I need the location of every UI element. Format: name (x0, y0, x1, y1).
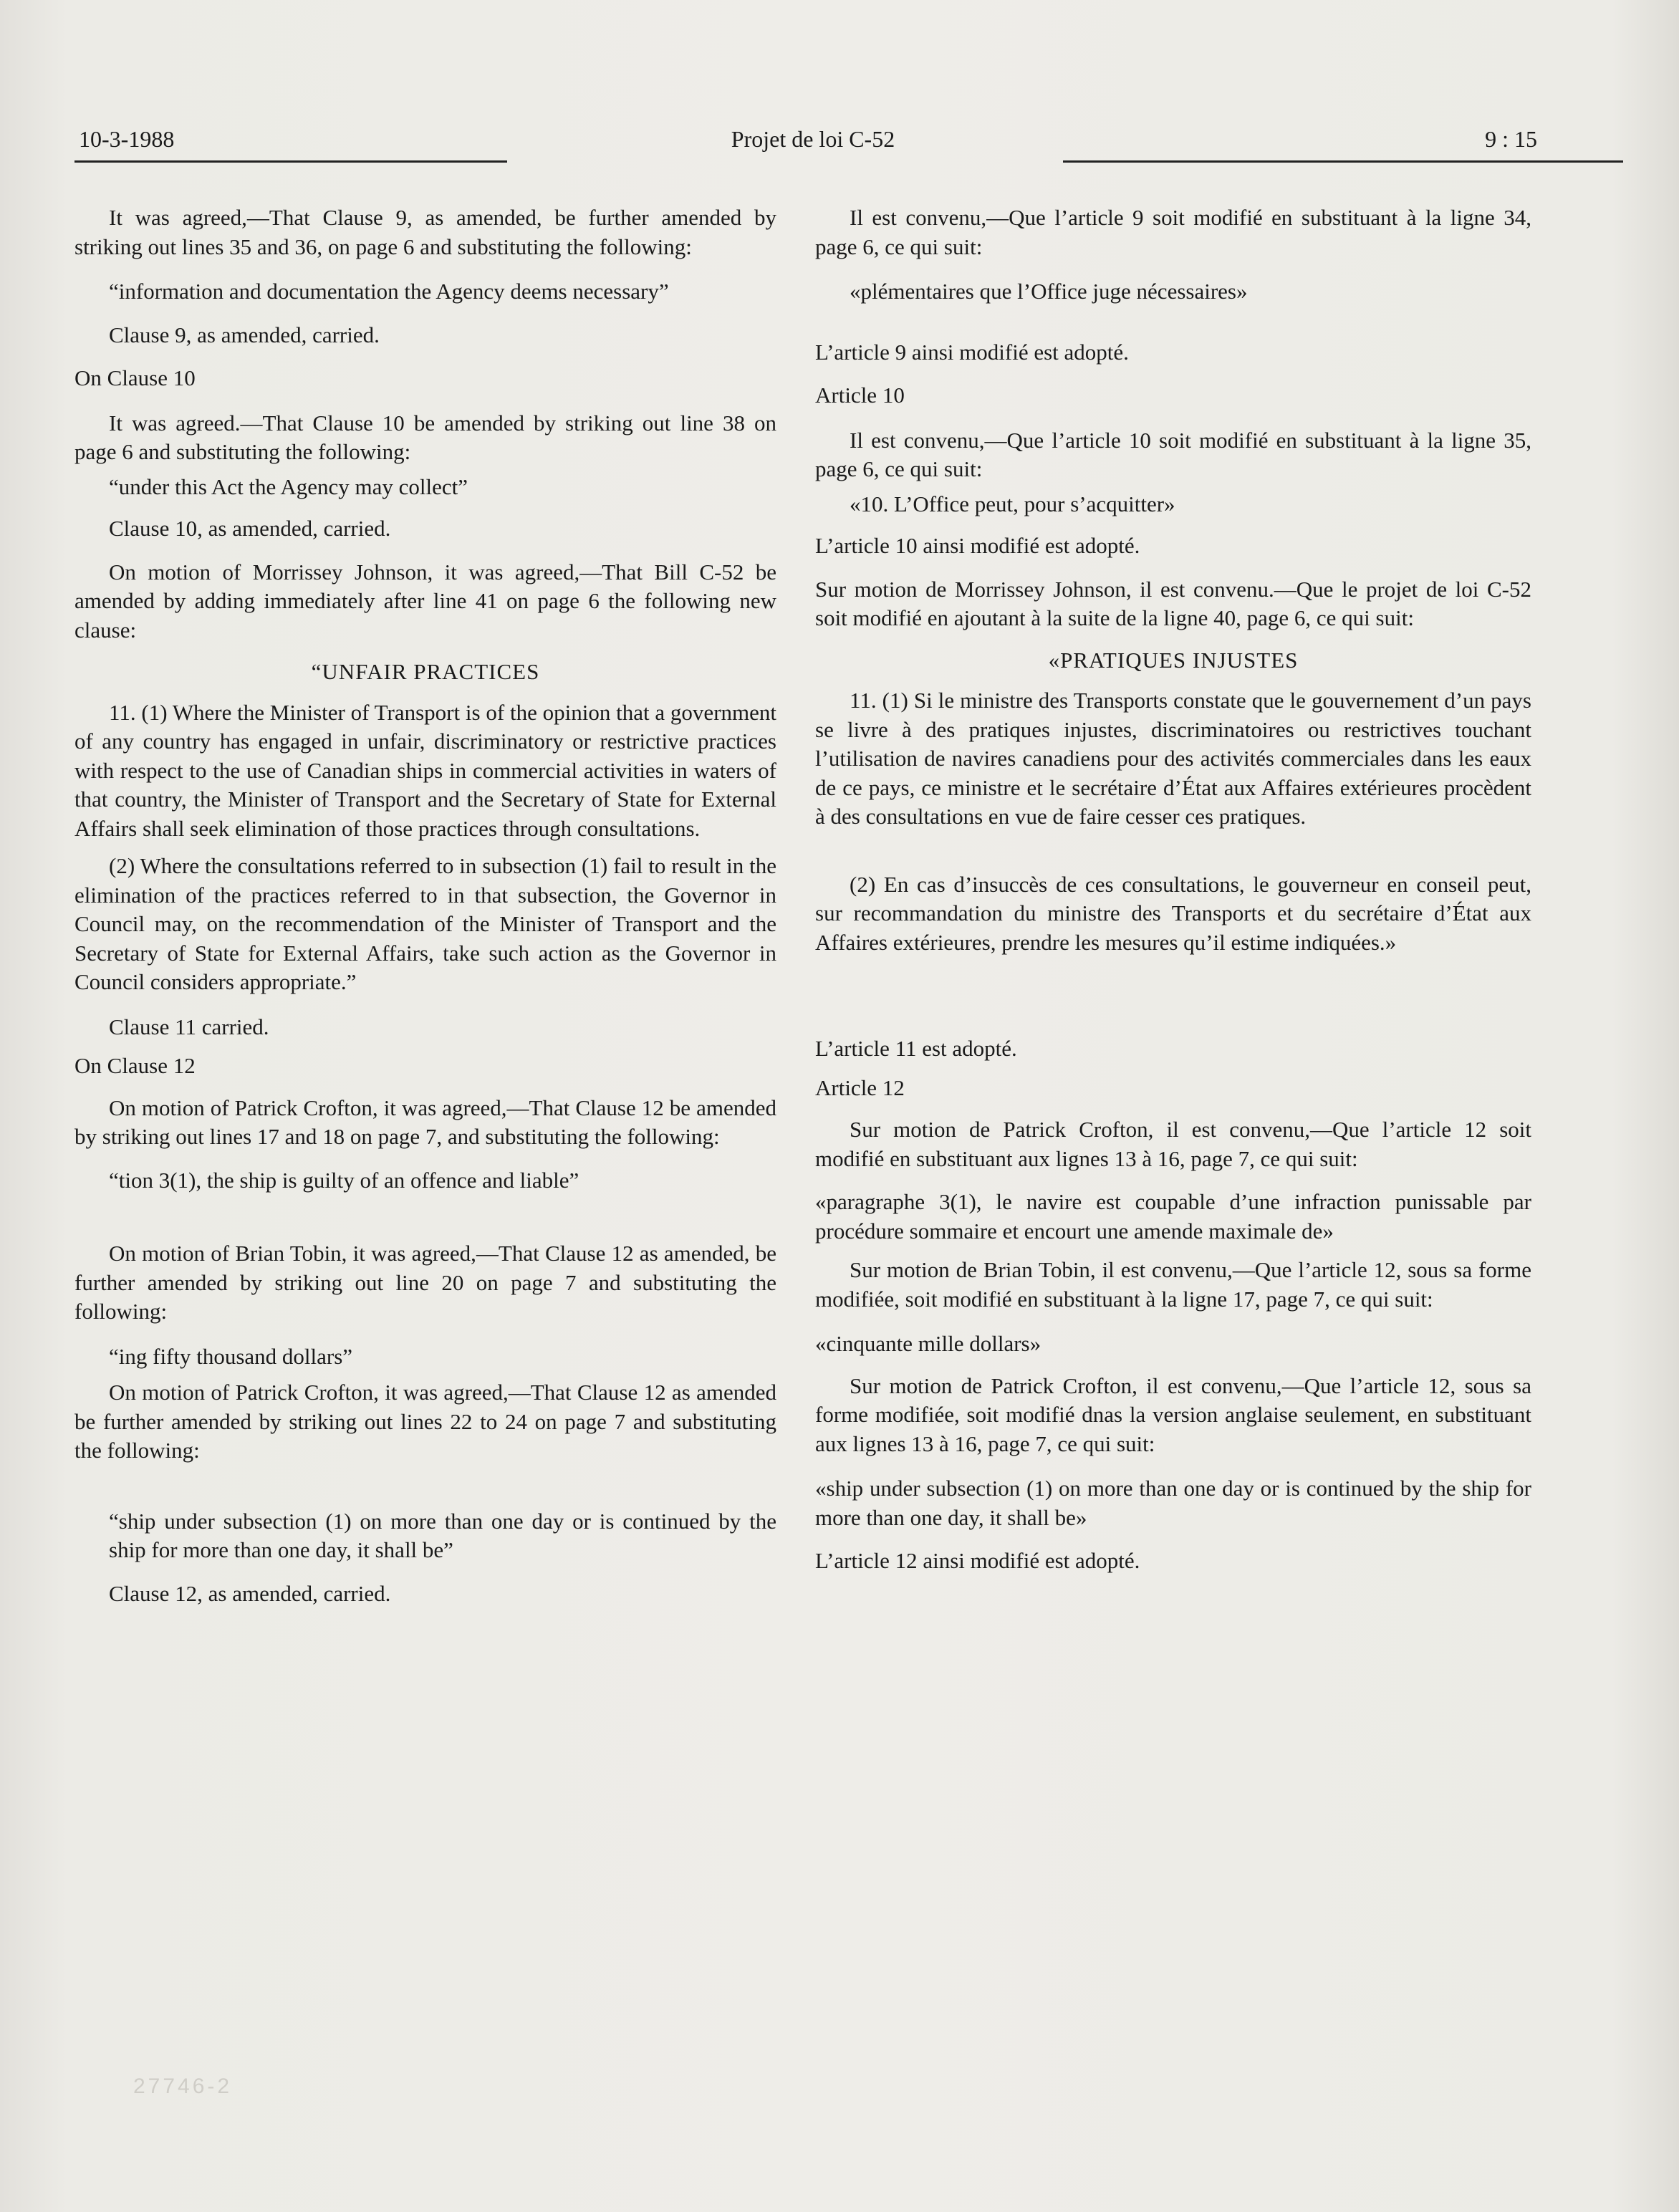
fr-article10-adopted: L’article 10 ainsi modifié est adopté. (815, 533, 1140, 558)
en-clause12-carried: Clause 12, as amended, carried. (109, 1580, 391, 1606)
fr-quote-article12-c: «ship under subsection (1) on more than one day or is continued by the ship for more than one day, it shall be» (815, 1476, 1531, 1530)
en-clause9-carried: Clause 9, as amended, carried. (109, 322, 380, 347)
fr-para-11-1: 11. (1) Si le ministre des Transports constate que le gouvernement d’un pays se livre à des pratiques injustes, discriminatoires ou restrictives touchant l’utilisation de navires canadiens pour des activités commerciales dans les eaux de ce pays, ce ministre et le secrétaire d’État aux Affaires extérieures procèdent à des consultations en vue de faire cesser ces pratiques. (815, 688, 1531, 829)
fr-quote-article10: «10. L’Office peut, pour s’acquitter» (850, 491, 1175, 516)
fr-heading-article12: Article 12 (815, 1074, 905, 1100)
en-para-clause10-amend: It was agreed.—That Clause 10 be amended by striking out line 38 on page 6 and substituting the following: (74, 410, 776, 464)
fr-para-crofton-motion-2: Sur motion de Patrick Crofton, il est convenu,—Que l’article 12, sous sa forme modifiée, soit modifié dnas la version anglaise seulement, en substituant aux lignes 13 à 16, page 7, ce qui suit: (815, 1372, 1531, 1456)
fr-quote-article12-b: «cinquante mille dollars» (815, 1331, 1041, 1356)
en-clause10-carried: Clause 10, as amended, carried. (109, 516, 391, 541)
fr-para-tobin-motion: Sur motion de Brian Tobin, il est convenu,—Que l’article 12, sous sa forme modifiée, soit modifié en substituant à la ligne 17, page 7, ce qui suit: (815, 1257, 1531, 1312)
page-header (74, 126, 1551, 166)
en-quote-clause9: “information and documentation the Agency deems necessary” (109, 279, 669, 304)
en-quote-clause12-a: “tion 3(1), the ship is guilty of an offence and liable” (109, 1167, 579, 1193)
en-para-crofton-motion-2: On motion of Patrick Crofton, it was agreed,—That Clause 12 as amended be further amended by striking out lines 22 to 24 on page 7 and substituting the following: (74, 1380, 776, 1463)
en-heading-clause12: On Clause 12 (74, 1053, 196, 1078)
en-para-tobin-motion: On motion of Brian Tobin, it was agreed,—That Clause 12 as amended, be further amended by striking out line 20 on page 7 and substituting the following: (74, 1241, 776, 1324)
footer-print-mark: 27746-2 (133, 2074, 233, 2098)
en-para-11-1: 11. (1) Where the Minister of Transport is of the opinion that a government of any country has engaged in unfair, discriminatory or restrictive practices with respect to the use of Canadian ships in commercial activities in waters of that country, the Minister of Transport and the Secretary of State for External Affairs shall seek elimination of those practices through consultations. (74, 699, 776, 841)
fr-para-article10-amend: Il est convenu,—Que l’article 10 soit modifié en substituant à la ligne 35, page 6, ce qui suit: (815, 427, 1531, 481)
fr-para-11-2: (2) En cas d’insuccès de ces consultations, le gouverneur en conseil peut, sur recommandation du ministre des Transports et du secrétaire d’État aux Affaires extérieures, prendre les mesures qu’il estime indiquées.» (815, 871, 1531, 955)
en-quote-clause12-c: “ship under subsection (1) on more than one day or is continued by the ship for more than one day, it shall be” (109, 1508, 776, 1562)
en-para-clause9-amend: It was agreed,—That Clause 9, as amended, be further amended by striking out lines 35 and 36, on page 6 and substituting the following: (74, 205, 776, 259)
french-column (815, 203, 1531, 1576)
fr-article9-adopted: L’article 9 ainsi modifié est adopté. (815, 339, 1129, 365)
fr-quote-article12-a: «paragraphe 3(1), le navire est coupable d’une infraction punissable par procédure sommaire et encourt une amende maximale de» (815, 1189, 1531, 1244)
en-quote-clause12-b: “ing fifty thousand dollars” (109, 1343, 353, 1369)
english-column (74, 203, 776, 1608)
header-date: 10-3-1988 (79, 126, 175, 152)
header-page-number: 9 : 15 (1485, 126, 1537, 152)
en-heading-unfair-practices: “UNFAIR PRACTICES (311, 659, 540, 684)
en-clause11-carried: Clause 11 carried. (109, 1014, 269, 1039)
en-para-johnson-motion: On motion of Morrissey Johnson, it was agreed,—That Bill C-52 be amended by adding immediately after line 41 on page 6 the following new clause: (74, 559, 776, 643)
fr-article11-adopted: L’article 11 est adopté. (815, 1036, 1017, 1061)
header-rule-right (1063, 160, 1623, 163)
header-rule-left (74, 160, 507, 163)
en-para-11-2: (2) Where the consultations referred to in subsection (1) fail to result in the elimination of the practices referred to in that subsection, the Governor in Council may, on the recommendation of the Minister of Transport and the Secretary of State for External Affairs, take such action as the Governor in Council considers appropriate.” (74, 853, 776, 994)
fr-para-article9-amend: Il est convenu,—Que l’article 9 soit modifié en substituant à la ligne 34, page 6, ce qui suit: (815, 205, 1531, 259)
fr-para-johnson-motion: Sur motion de Morrissey Johnson, il est convenu.—Que le projet de loi C-52 soit modifié en ajoutant à la suite de la ligne 40, page 6, ce qui suit: (815, 576, 1531, 630)
en-para-crofton-motion-1: On motion of Patrick Crofton, it was agreed,—That Clause 12 be amended by striking out lines 17 and 18 on page 7, and substituting the following: (74, 1095, 776, 1149)
header-title: Projet de loi C-52 (731, 126, 895, 152)
fr-para-crofton-motion-1: Sur motion de Patrick Crofton, il est convenu,—Que l’article 12 soit modifié en substituant aux lignes 13 à 16, page 7, ce qui suit: (815, 1117, 1531, 1171)
fr-article12-adopted: L’article 12 ainsi modifié est adopté. (815, 1548, 1140, 1573)
fr-heading-pratiques-injustes: «PRATIQUES INJUSTES (1048, 647, 1299, 673)
fr-quote-article9: «plémentaires que l’Office juge nécessaires» (850, 279, 1248, 304)
en-quote-clause10: “under this Act the Agency may collect” (109, 473, 468, 499)
en-heading-clause10: On Clause 10 (74, 365, 196, 390)
fr-heading-article10: Article 10 (815, 383, 905, 408)
